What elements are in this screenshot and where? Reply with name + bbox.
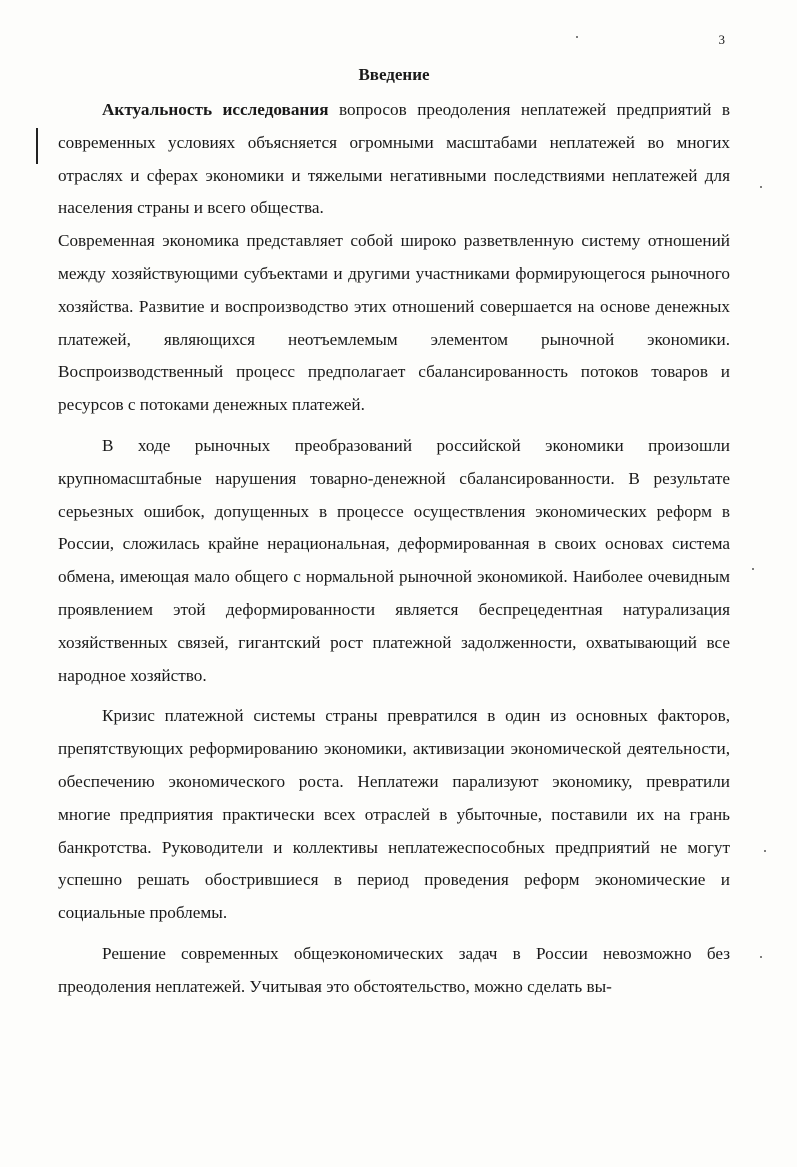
paragraph-solution: Решение современных общеэкономических задач в России невозможно без преодоления неплатежей. Учитывая это обстоятельство, можно сделать вы- <box>58 943 730 996</box>
paragraph-crisis: Кризис платежной системы страны превратился в один из основных факторов, препятствующих реформированию экономики, активизации экономической деятельности, обеспечению экономического роста. Неплатежи парализуют экономику, превратили многие предприятия практически всех отраслей в убыточные, поставили их на грань банкротства. Руководители и коллективы неплатежеспособных предприятий не могут успешно решать обострившиеся в период проведения реформ экономические и социальные проблемы. <box>58 706 730 923</box>
margin-mark <box>36 128 46 164</box>
relevance-heading: Актуальность исследования <box>102 100 329 119</box>
paragraph-economy: Современная экономика представляет собой широко разветвленную систему отношений между хозяйствующими субъектами и другими участниками формирующегося рыночного хозяйства. Развитие и воспроизводство этих отношений совершается на основе денежных платежей, являющихся неотъемлемым элементом рыночной экономики. Воспроизводственный процесс предполагает сбалансированность потоков товаров и ресурсов с потоками денежных платежей. <box>58 231 730 415</box>
paragraph-reforms: В ходе рыночных преобразований российской экономики произошли крупномасштабные нарушения товарно-денежной сбалансированности. В результате серьезных ошибок, допущенных в процессе осуществления экономических реформ в России, сложилась крайне нерациональная, деформированная в своих основах система обмена, имеющая мало общего с нормальной рыночной экономикой. Наиболее очевидным проявлением этой деформированности является беспрецедентная натурализация хозяйственных связей, гигантский рост платежной задолженности, охватывающий все народное хозяйство. <box>58 435 730 685</box>
page-title: Введение <box>358 65 430 84</box>
paragraph-text: вопросов преодоления неплатежей предприятий в современных условиях объясняется огромными масштабами неплатежей во многих отраслях и сферах экономики и тяжелыми негативными последствиями неплатежей для населения страны и всего общества. <box>58 100 731 218</box>
page-number: 3 <box>718 32 725 47</box>
scan-speck <box>752 568 754 570</box>
document-body <box>58 62 730 1004</box>
scan-speck <box>760 186 762 188</box>
paragraph-relevance <box>58 94 730 225</box>
scan-speck <box>576 36 578 38</box>
scan-speck <box>764 850 766 852</box>
scan-speck <box>760 956 762 958</box>
